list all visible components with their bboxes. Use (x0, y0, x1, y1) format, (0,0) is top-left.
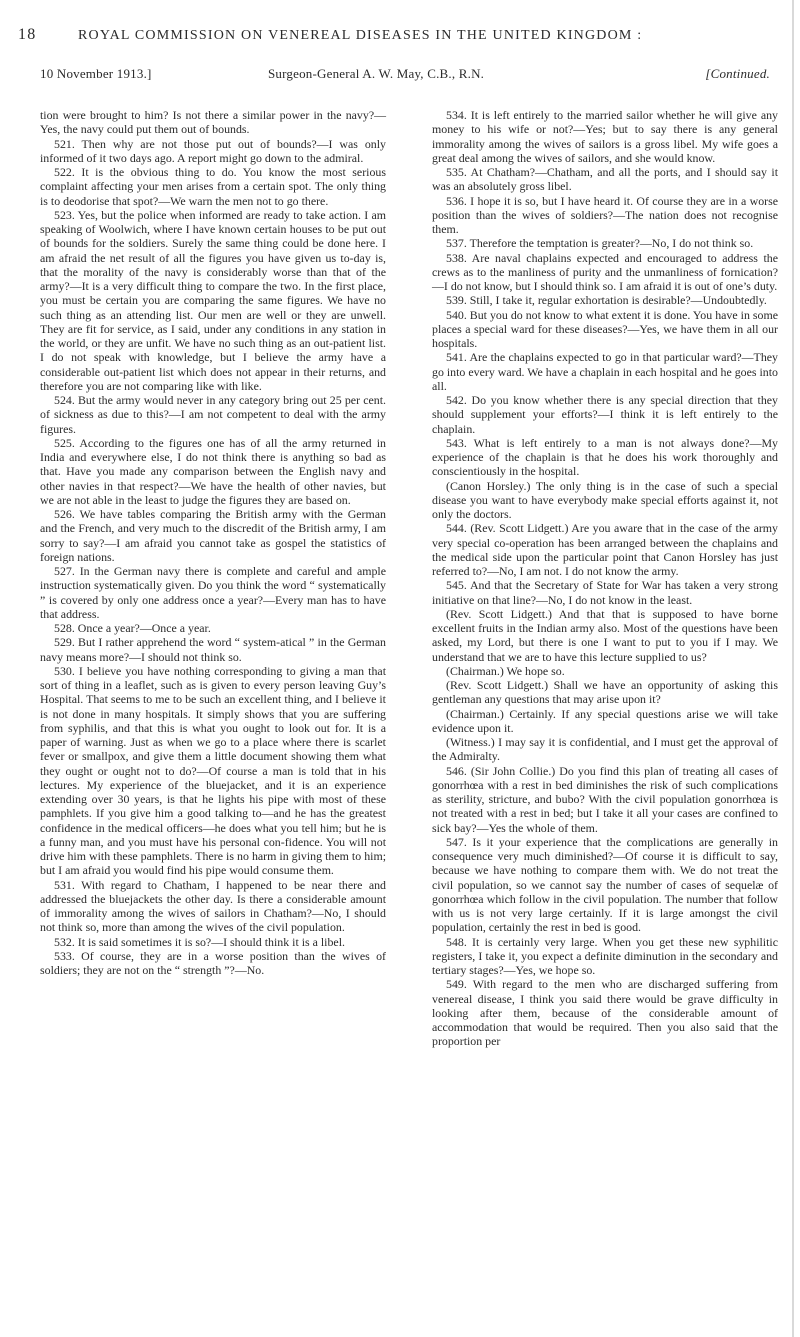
paragraph: 549. With regard to the men who are discharged suffering from venereal disease, I think you said there would be grave difficulty in looking after them, because of the considerable amount of accommodation that would be required. Then you also said that the proportion per (432, 977, 778, 1049)
paragraph: 534. It is left entirely to the married sailor whether he will give any money to his wife or not?—Yes; but to say there is any general immorality among the wives of sailors is a gross libel. My wife goes a great deal among the wives of sailors, and she would know. (432, 108, 778, 165)
paragraph: 536. I hope it is so, but I have heard it. Of course they are in a worse position than the wives of soldiers?—The nation does not recognise them. (432, 193, 778, 236)
paragraph: (Chairman.) Certainly. If any special questions arise we will take evidence upon it. (432, 706, 778, 735)
right-column (432, 108, 778, 1049)
paragraph: 528. Once a year?—Once a year. (54, 621, 211, 635)
continued-label: [Continued. (705, 66, 770, 81)
session-date: 10 November 1913.] (40, 66, 152, 81)
paragraph: 531. With regard to Chatham, I happened to be near there and addressed the bluejackets the other day. Is there a considerable amount of immorality among the wives of sailors in Chatham?—No, I should not think so, more than among the wives of the civil population. (40, 877, 386, 935)
paragraph: 527. In the German navy there is complete and careful and ample instruction systematically given. Do you think the word “ systematically ” is covered by only one address once a year?—Every man has to have that address. (40, 564, 386, 621)
paragraph: 538. Are naval chaplains expected and encouraged to address the crews as to the manliness of purity and the unmanliness of fornication?—I do not know, but I should think so. I am afraid it is out of one’s duty. (432, 250, 778, 293)
paragraph: 529. But I rather apprehend the word “ system-atical ” in the German navy means more?—I should not think so. (40, 635, 386, 664)
paragraph: 546. (Sir John Collie.) Do you find this plan of treating all cases of gonorrhœa with a rest in bed diminishes the risk of such complications as sterility, stricture, and bubo? With the civil population gonorrhœa is not treated with a rest in bed; but I take it all your cases are confined to sick bay?—Yes the whole of them. (432, 763, 778, 835)
paragraph: 533. Of course, they are in a worse position than the wives of soldiers; they are not on the “ strength ”?—No. (40, 948, 386, 977)
binding-edge (792, 0, 794, 1337)
paragraph: 545. And that the Secretary of State for War has taken a very strong initiative on that line?—No, I do not know in the least. (432, 578, 778, 607)
paragraph: 521. Then why are not those put out of bounds?—I was only informed of it two days ago. A report might go down to the admiral. (40, 136, 386, 165)
left-column (40, 108, 386, 977)
paragraph: 542. Do you know whether there is any special direction that they should supplement your efforts?—I think it is left entirely to the chaplain. (432, 393, 778, 436)
paragraph: (Witness.) I may say it is confidential, and I must get the approval of the Admiralty. (432, 735, 778, 764)
paragraph: (Rev. Scott Lidgett.) Shall we have an opportunity of asking this gentleman any questions that may arise upon it? (432, 678, 778, 707)
paragraph: (Chairman.) We hope so. (446, 663, 565, 678)
paragraph: 532. It is said sometimes it is so?—I should think it is a libel. (54, 934, 345, 949)
paragraph: 526. We have tables comparing the British army with the German and the French, and very much to the discredit of the British army, I am sorry to say?—I am afraid you cannot take as gospel the statistics of foreign nations. (40, 507, 386, 564)
paragraph: 541. Are the chaplains expected to go in that particular ward?—They go into every ward. We have a chaplain in each hospital and he goes into all. (432, 350, 778, 393)
paragraph: 544. (Rev. Scott Lidgett.) Are you aware that in the case of the army very special co-operation has been arranged between the chaplains and the medical side upon the particular point that Canon Horsley has just referred to?—No, I am not. I do not know the army. (432, 521, 778, 578)
paragraph: (Rev. Scott Lidgett.) And that that is supposed to have borne excellent fruits in the Indian army also. Most of the questions have been asked, my Lord, but there is one I want to put to you if I may. We understand that we are to have this lecture supplied to us? (432, 606, 778, 664)
witness-name: Surgeon-General A. W. May, C.B., R.N. (268, 66, 485, 81)
paragraph: 540. But you do not know to what extent it is done. You have in some places a special ward for these diseases?—Yes, we have them in all our hospitals. (432, 307, 778, 350)
running-title: ROYAL COMMISSION ON VENEREAL DISEASES IN THE UNITED KINGDOM : (78, 28, 643, 43)
paragraph: 537. Therefore the temptation is greater?—No, I do not think so. (446, 236, 754, 251)
paragraph: 525. According to the figures one has of all the army returned in India and everywhere else, I do not think there is anything so bad as that. Have you made any comparison between the English navy and other navies in that respect?—We have the health of other navies, but we are not able in the least to judge the figures they are based on. (40, 435, 386, 507)
paragraph: (Canon Horsley.) The only thing is in the case of such a special disease you want to have everybody make special efforts against it, not only the doctors. (432, 478, 778, 521)
paragraph: 523. Yes, but the police when informed are ready to take action. I am speaking of Woolwich, where I have known certain houses to be put out of bounds for the soldiers. Surely the same thing could be done here. I am afraid the net result of all the figures you have given us to-day is, that the morality of the navy is considerably worse than that of the army?—It is a very difficult thing to compare the two. In the first place, you must be certain you are comparing the same figures. We have no such thing as an attending list. Our men are well or they are unwell. They are fit for service, as I said, under any conditions in any station in the world, or they are unfit. We have no such thing as an out-patient list. I do not speak with knowledge, but I believe the army have a considerable out-patient list which does not appear in their returns, and therefore you are not comparing like with like. (40, 207, 386, 393)
paragraph: tion were brought to him? Is not there a similar power in the navy?—Yes, the navy could put them out of bounds. (40, 108, 386, 137)
paragraph: 539. Still, I take it, regular exhortation is desirable?—Undoubtedly. (446, 293, 767, 308)
paragraph: 548. It is certainly very large. When you get these new syphilitic registers, I take it, you expect a definite diminution in the secondary and tertiary stages?—Yes, we hope so. (432, 934, 778, 977)
page-number: 18 (18, 26, 37, 43)
paragraph: 530. I believe you have nothing corresponding to giving a man that sort of thing in a leaflet, such as is given to every person leaving Guy’s Hospital. That seems to me to be such an excellent thing, and I believe it is not done in many hospitals. It simply shows that you are suffering from syphilis, and that this is what you ought to look out for. It is a paper of warning. Just as when we go to a place where there is scarlet fever or smallpox, and give them a little document showing them what they ought or ought not to do?—Of course a man is told that in his lectures. My experience of the bluejacket, and it is an experience extending over 30 years, is that he lights his pipe with most of these pamphlets. If you give him a good talking to—and he has the greatest confidence in the medical officers—he does what you tell him; but he is a funny man, and you must have his personal con-fidence. You will not drive him with these pamphlets. There is no harm in giving them to him; but I am afraid you would find his pipe would consume them. (40, 663, 386, 878)
paragraph: 547. Is it your experience that the complications are generally in consequence very much diminished?—Of course it is difficult to say, because we have nothing to compare them with. We do not treat the civil population, so we cannot say the number of cases of sequelæ of gonorrhœa which follow in the civil population. The number that follow with us is not very large certainly. If it is large amongst the civil population, certainly the rest in bed is good. (432, 834, 778, 935)
paragraph: 524. But the army would never in any category bring out 25 per cent. of sickness as due to this?—I am not competent to deal with the army figures. (40, 393, 386, 436)
paragraph: 522. It is the obvious thing to do. You know the most serious complaint affecting your men arises from a certain spot. The only thing is to deodorise that spot?—We warn the men not to go there. (40, 165, 386, 208)
paragraph: 543. What is left entirely to a man is not always done?—My experience of the chaplain is that he does his work thoroughly and conscientiously in the hospital. (432, 435, 778, 479)
paragraph: 535. At Chatham?—Chatham, and all the ports, and I should say it was an absolutely gross libel. (432, 165, 778, 194)
